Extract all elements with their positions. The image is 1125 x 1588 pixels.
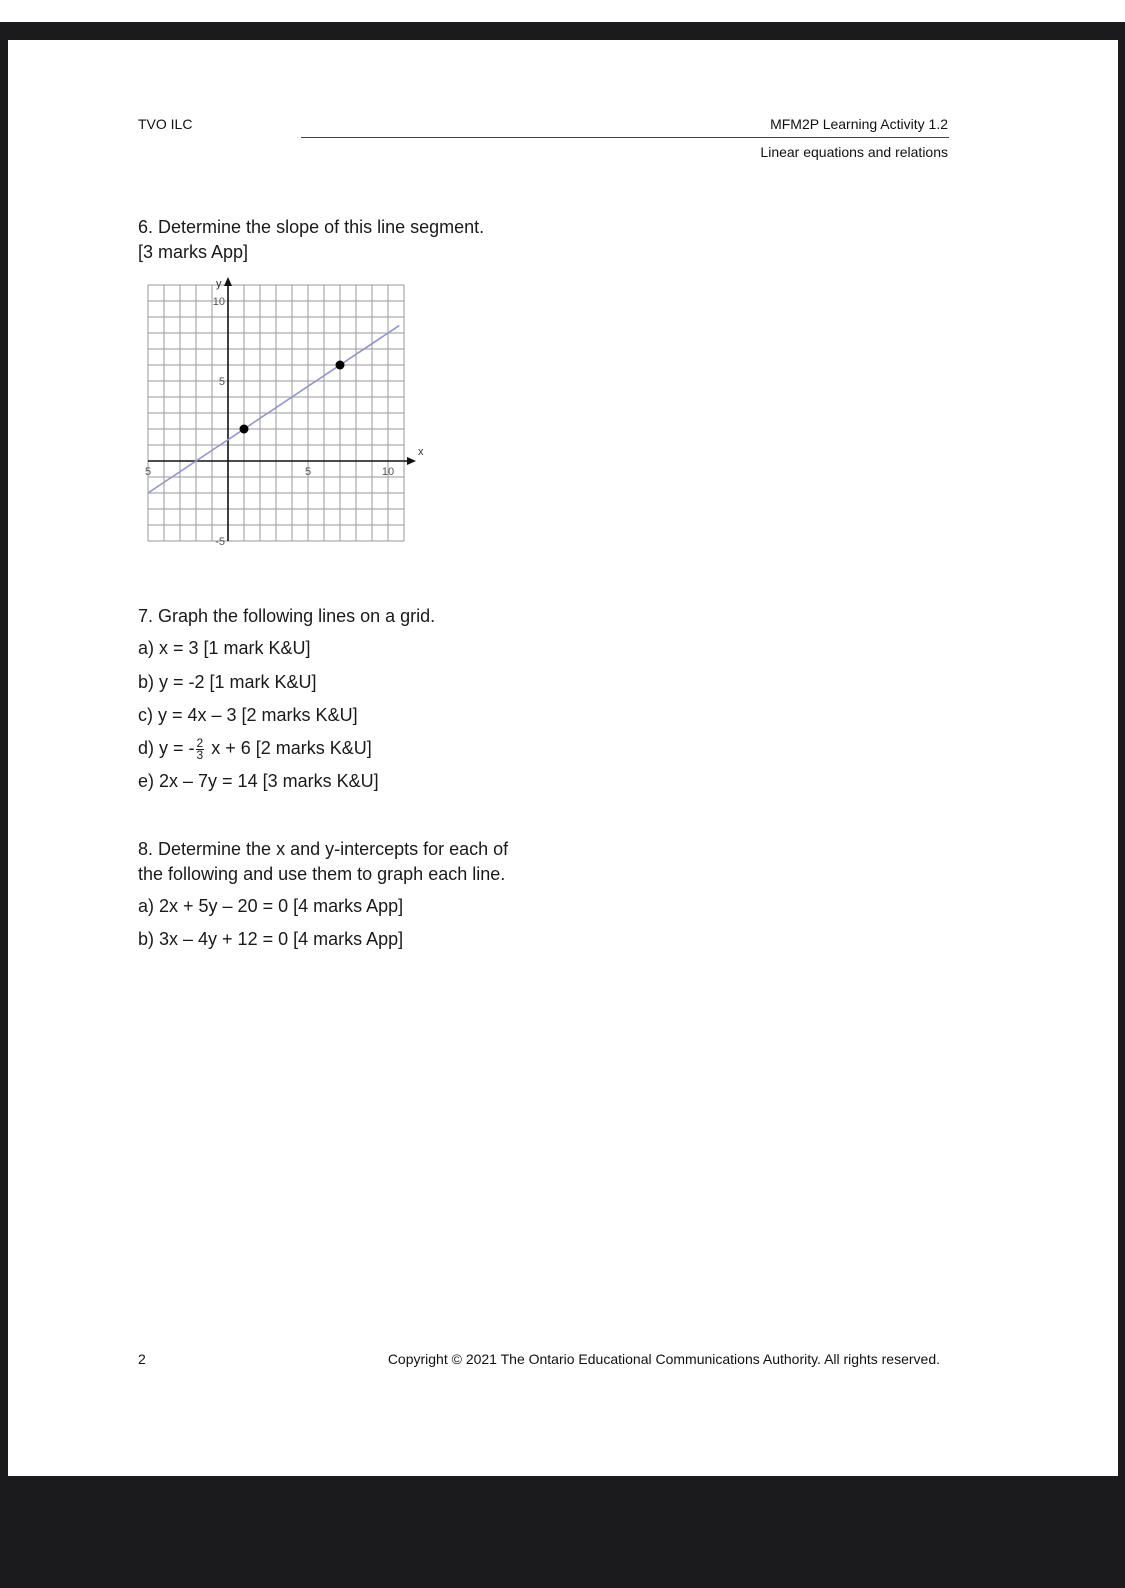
x-axis-arrow	[407, 457, 416, 465]
header-activity: MFM2P Learning Activity 1.2	[770, 116, 948, 132]
slope-graph	[138, 277, 424, 552]
fraction-denominator: 3	[196, 747, 204, 762]
question-8-title-line2: the following and use them to graph each line.	[138, 864, 506, 884]
header-org: TVO ILC	[138, 116, 193, 132]
x-tick-label: 5	[144, 466, 152, 478]
question-8-title-line1: 8. Determine the x and y-intercepts for each of	[138, 839, 509, 859]
y-axis-arrow	[224, 277, 232, 286]
fraction	[196, 735, 205, 762]
copyright-notice: Copyright © 2021 The Ontario Educational Communications Authority. All rights reserved.	[387, 1351, 940, 1367]
y-tick-label: 5	[218, 376, 225, 388]
y-tick-label: 10	[212, 296, 225, 308]
x-tick-label: 10	[381, 466, 395, 478]
question-7d-suffix: x + 6 [2 marks K&U]	[211, 738, 372, 758]
x-tick-label: 5	[304, 466, 312, 478]
question-8a: a) 2x + 5y – 20 = 0 [4 marks App]	[138, 896, 404, 916]
fraction-numerator: 2	[196, 735, 204, 750]
page-number: 2	[138, 1351, 146, 1367]
question-8b: b) 3x – 4y + 12 = 0 [4 marks App]	[138, 929, 404, 949]
question-7b: b) y = -2 [1 mark K&U]	[138, 672, 317, 692]
question-6-marks: [3 marks App]	[138, 242, 249, 262]
header-divider	[301, 137, 949, 138]
question-7c: c) y = 4x – 3 [2 marks K&U]	[138, 705, 358, 725]
question-7e: e) 2x – 7y = 14 [3 marks K&U]	[138, 771, 379, 791]
question-7d-prefix: d) y = -	[138, 738, 195, 758]
header-subtitle: Linear equations and relations	[760, 144, 948, 160]
document-page	[8, 40, 1118, 1476]
x-axis-label: x	[418, 446, 424, 458]
question-7-title: 7. Graph the following lines on a grid.	[138, 606, 436, 626]
y-axis-label: y	[216, 278, 222, 290]
question-6-title: 6. Determine the slope of this line segment.	[138, 217, 485, 237]
line-segment	[148, 326, 399, 493]
question-7d	[138, 736, 372, 761]
top-bar	[0, 0, 1125, 22]
data-point	[336, 361, 345, 370]
data-point	[240, 425, 249, 434]
y-tick-label: -5	[215, 536, 225, 548]
question-7a: a) x = 3 [1 mark K&U]	[138, 638, 311, 658]
